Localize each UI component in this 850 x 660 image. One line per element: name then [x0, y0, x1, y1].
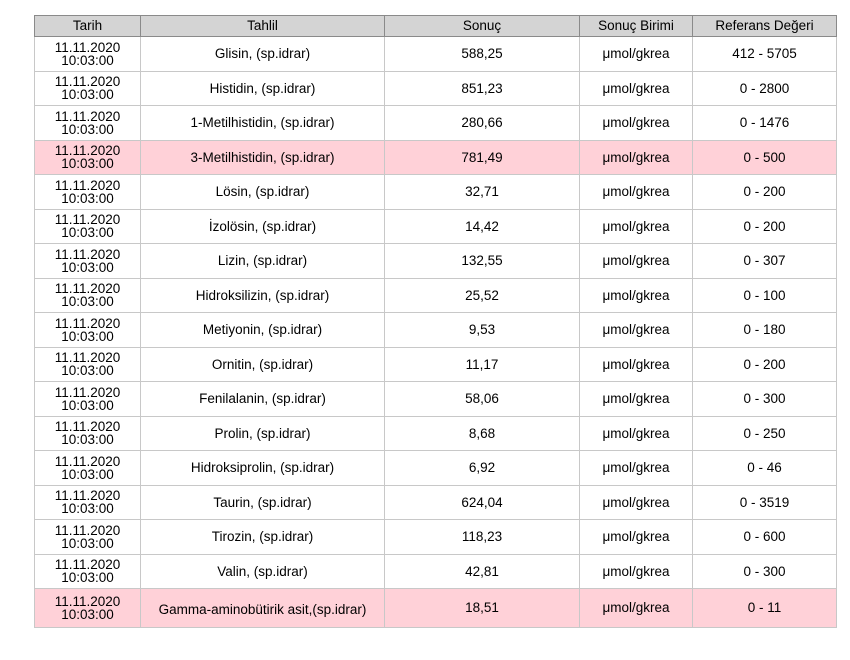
cell-birim: μmol/gkrea [580, 485, 693, 520]
cell-birim: μmol/gkrea [580, 140, 693, 175]
cell-tarih [35, 37, 141, 72]
cell-tarih [35, 451, 141, 486]
cell-tarih [35, 209, 141, 244]
table-row [35, 416, 837, 451]
cell-time: 10:03:00 [61, 225, 114, 241]
cell-date: 11.11.2020 [54, 453, 121, 469]
cell-time: 10:03:00 [61, 294, 114, 310]
table-row [35, 554, 837, 589]
cell-date: 11.11.2020 [54, 419, 121, 435]
cell-time: 10:03:00 [61, 570, 114, 586]
cell-birim: μmol/gkrea [580, 209, 693, 244]
cell-time: 10:03:00 [61, 52, 114, 68]
cell-date: 11.11.2020 [54, 246, 121, 262]
cell-date: 11.11.2020 [54, 488, 121, 504]
cell-tarih [35, 175, 141, 210]
cell-tahlil: Taurin, (sp.idrar) [141, 485, 385, 520]
table-row [35, 451, 837, 486]
cell-tahlil: Tirozin, (sp.idrar) [141, 520, 385, 555]
header-sonuc: Sonuç [385, 16, 580, 37]
cell-birim: μmol/gkrea [580, 416, 693, 451]
cell-tarih [35, 244, 141, 279]
cell-time: 10:03:00 [61, 363, 114, 379]
table-row [35, 244, 837, 279]
cell-birim: μmol/gkrea [580, 382, 693, 417]
cell-referans: 0 - 3519 [693, 485, 837, 520]
cell-tarih [35, 416, 141, 451]
cell-tahlil: Lösin, (sp.idrar) [141, 175, 385, 210]
header-tarih: Tarih [35, 16, 141, 37]
cell-sonuc: 851,23 [385, 71, 580, 106]
cell-sonuc: 58,06 [385, 382, 580, 417]
cell-time: 10:03:00 [61, 535, 114, 551]
table-row [35, 313, 837, 348]
cell-birim: μmol/gkrea [580, 175, 693, 210]
cell-tarih [35, 140, 141, 175]
cell-referans: 0 - 11 [693, 589, 837, 628]
table-body [35, 37, 837, 628]
table-row [35, 175, 837, 210]
table-row [35, 140, 837, 175]
cell-tahlil: Histidin, (sp.idrar) [141, 71, 385, 106]
table-row [35, 347, 837, 382]
cell-time: 10:03:00 [61, 87, 114, 103]
cell-date: 11.11.2020 [54, 39, 121, 55]
cell-birim: μmol/gkrea [580, 589, 693, 628]
header-birim: Sonuç Birimi [580, 16, 693, 37]
cell-referans: 0 - 100 [693, 278, 837, 313]
table-row [35, 106, 837, 141]
cell-tarih [35, 71, 141, 106]
header-row [35, 16, 837, 37]
cell-sonuc: 9,53 [385, 313, 580, 348]
cell-date: 11.11.2020 [54, 315, 121, 331]
cell-date: 11.11.2020 [54, 143, 121, 159]
cell-time: 10:03:00 [61, 501, 114, 517]
cell-time: 10:03:00 [61, 190, 114, 206]
cell-tarih [35, 278, 141, 313]
cell-referans: 0 - 200 [693, 347, 837, 382]
cell-tahlil: 1-Metilhistidin, (sp.idrar) [141, 106, 385, 141]
cell-time: 10:03:00 [61, 606, 114, 622]
table-row [35, 37, 837, 72]
cell-tahlil: Prolin, (sp.idrar) [141, 416, 385, 451]
cell-time: 10:03:00 [61, 259, 114, 275]
cell-sonuc: 624,04 [385, 485, 580, 520]
cell-sonuc: 32,71 [385, 175, 580, 210]
cell-sonuc: 781,49 [385, 140, 580, 175]
cell-birim: μmol/gkrea [580, 520, 693, 555]
cell-birim: μmol/gkrea [580, 313, 693, 348]
table-row [35, 589, 837, 628]
lab-results-table [34, 15, 837, 628]
cell-date: 11.11.2020 [54, 212, 121, 228]
cell-tarih [35, 382, 141, 417]
cell-date: 11.11.2020 [54, 74, 121, 90]
table-row [35, 209, 837, 244]
cell-sonuc: 25,52 [385, 278, 580, 313]
cell-referans: 0 - 2800 [693, 71, 837, 106]
cell-sonuc: 118,23 [385, 520, 580, 555]
cell-tahlil: Metiyonin, (sp.idrar) [141, 313, 385, 348]
cell-sonuc: 132,55 [385, 244, 580, 279]
cell-time: 10:03:00 [61, 397, 114, 413]
cell-referans: 0 - 180 [693, 313, 837, 348]
cell-referans: 412 - 5705 [693, 37, 837, 72]
cell-referans: 0 - 200 [693, 209, 837, 244]
cell-time: 10:03:00 [61, 466, 114, 482]
table-row [35, 71, 837, 106]
cell-sonuc: 588,25 [385, 37, 580, 72]
header-referans: Referans Değeri [693, 16, 837, 37]
cell-tarih [35, 313, 141, 348]
cell-referans: 0 - 200 [693, 175, 837, 210]
cell-date: 11.11.2020 [54, 108, 121, 124]
cell-birim: μmol/gkrea [580, 106, 693, 141]
cell-time: 10:03:00 [61, 328, 114, 344]
cell-tahlil: 3-Metilhistidin, (sp.idrar) [141, 140, 385, 175]
table-row [35, 520, 837, 555]
cell-referans: 0 - 300 [693, 382, 837, 417]
cell-birim: μmol/gkrea [580, 244, 693, 279]
cell-date: 11.11.2020 [54, 350, 121, 366]
cell-birim: μmol/gkrea [580, 71, 693, 106]
cell-date: 11.11.2020 [54, 593, 121, 609]
cell-tahlil: Valin, (sp.idrar) [141, 554, 385, 589]
cell-sonuc: 14,42 [385, 209, 580, 244]
cell-date: 11.11.2020 [54, 281, 121, 297]
cell-tahlil: Hidroksiprolin, (sp.idrar) [141, 451, 385, 486]
cell-referans: 0 - 46 [693, 451, 837, 486]
cell-tarih [35, 485, 141, 520]
header-tahlil: Tahlil [141, 16, 385, 37]
cell-tahlil: İzolösin, (sp.idrar) [141, 209, 385, 244]
cell-tarih [35, 106, 141, 141]
cell-referans: 0 - 300 [693, 554, 837, 589]
cell-tarih [35, 520, 141, 555]
cell-birim: μmol/gkrea [580, 451, 693, 486]
cell-date: 11.11.2020 [54, 557, 121, 573]
cell-sonuc: 11,17 [385, 347, 580, 382]
cell-sonuc: 6,92 [385, 451, 580, 486]
cell-tahlil: Hidroksilizin, (sp.idrar) [141, 278, 385, 313]
cell-birim: μmol/gkrea [580, 347, 693, 382]
cell-tahlil: Ornitin, (sp.idrar) [141, 347, 385, 382]
cell-referans: 0 - 250 [693, 416, 837, 451]
table-row [35, 278, 837, 313]
cell-time: 10:03:00 [61, 121, 114, 137]
cell-birim: μmol/gkrea [580, 278, 693, 313]
table-row [35, 485, 837, 520]
cell-tahlil: Gamma-aminobütirik asit,(sp.idrar) [141, 589, 385, 628]
cell-referans: 0 - 307 [693, 244, 837, 279]
cell-tahlil: Fenilalanin, (sp.idrar) [141, 382, 385, 417]
cell-referans: 0 - 600 [693, 520, 837, 555]
cell-time: 10:03:00 [61, 156, 114, 172]
cell-date: 11.11.2020 [54, 384, 121, 400]
table-header [35, 16, 837, 37]
cell-tarih [35, 347, 141, 382]
cell-date: 11.11.2020 [54, 177, 121, 193]
cell-sonuc: 18,51 [385, 589, 580, 628]
cell-referans: 0 - 1476 [693, 106, 837, 141]
cell-birim: μmol/gkrea [580, 37, 693, 72]
cell-tahlil: Glisin, (sp.idrar) [141, 37, 385, 72]
cell-time: 10:03:00 [61, 432, 114, 448]
cell-referans: 0 - 500 [693, 140, 837, 175]
cell-tarih [35, 589, 141, 628]
cell-birim: μmol/gkrea [580, 554, 693, 589]
cell-sonuc: 8,68 [385, 416, 580, 451]
cell-tahlil: Lizin, (sp.idrar) [141, 244, 385, 279]
cell-tarih [35, 554, 141, 589]
cell-sonuc: 42,81 [385, 554, 580, 589]
cell-date: 11.11.2020 [54, 522, 121, 538]
table-row [35, 382, 837, 417]
cell-sonuc: 280,66 [385, 106, 580, 141]
